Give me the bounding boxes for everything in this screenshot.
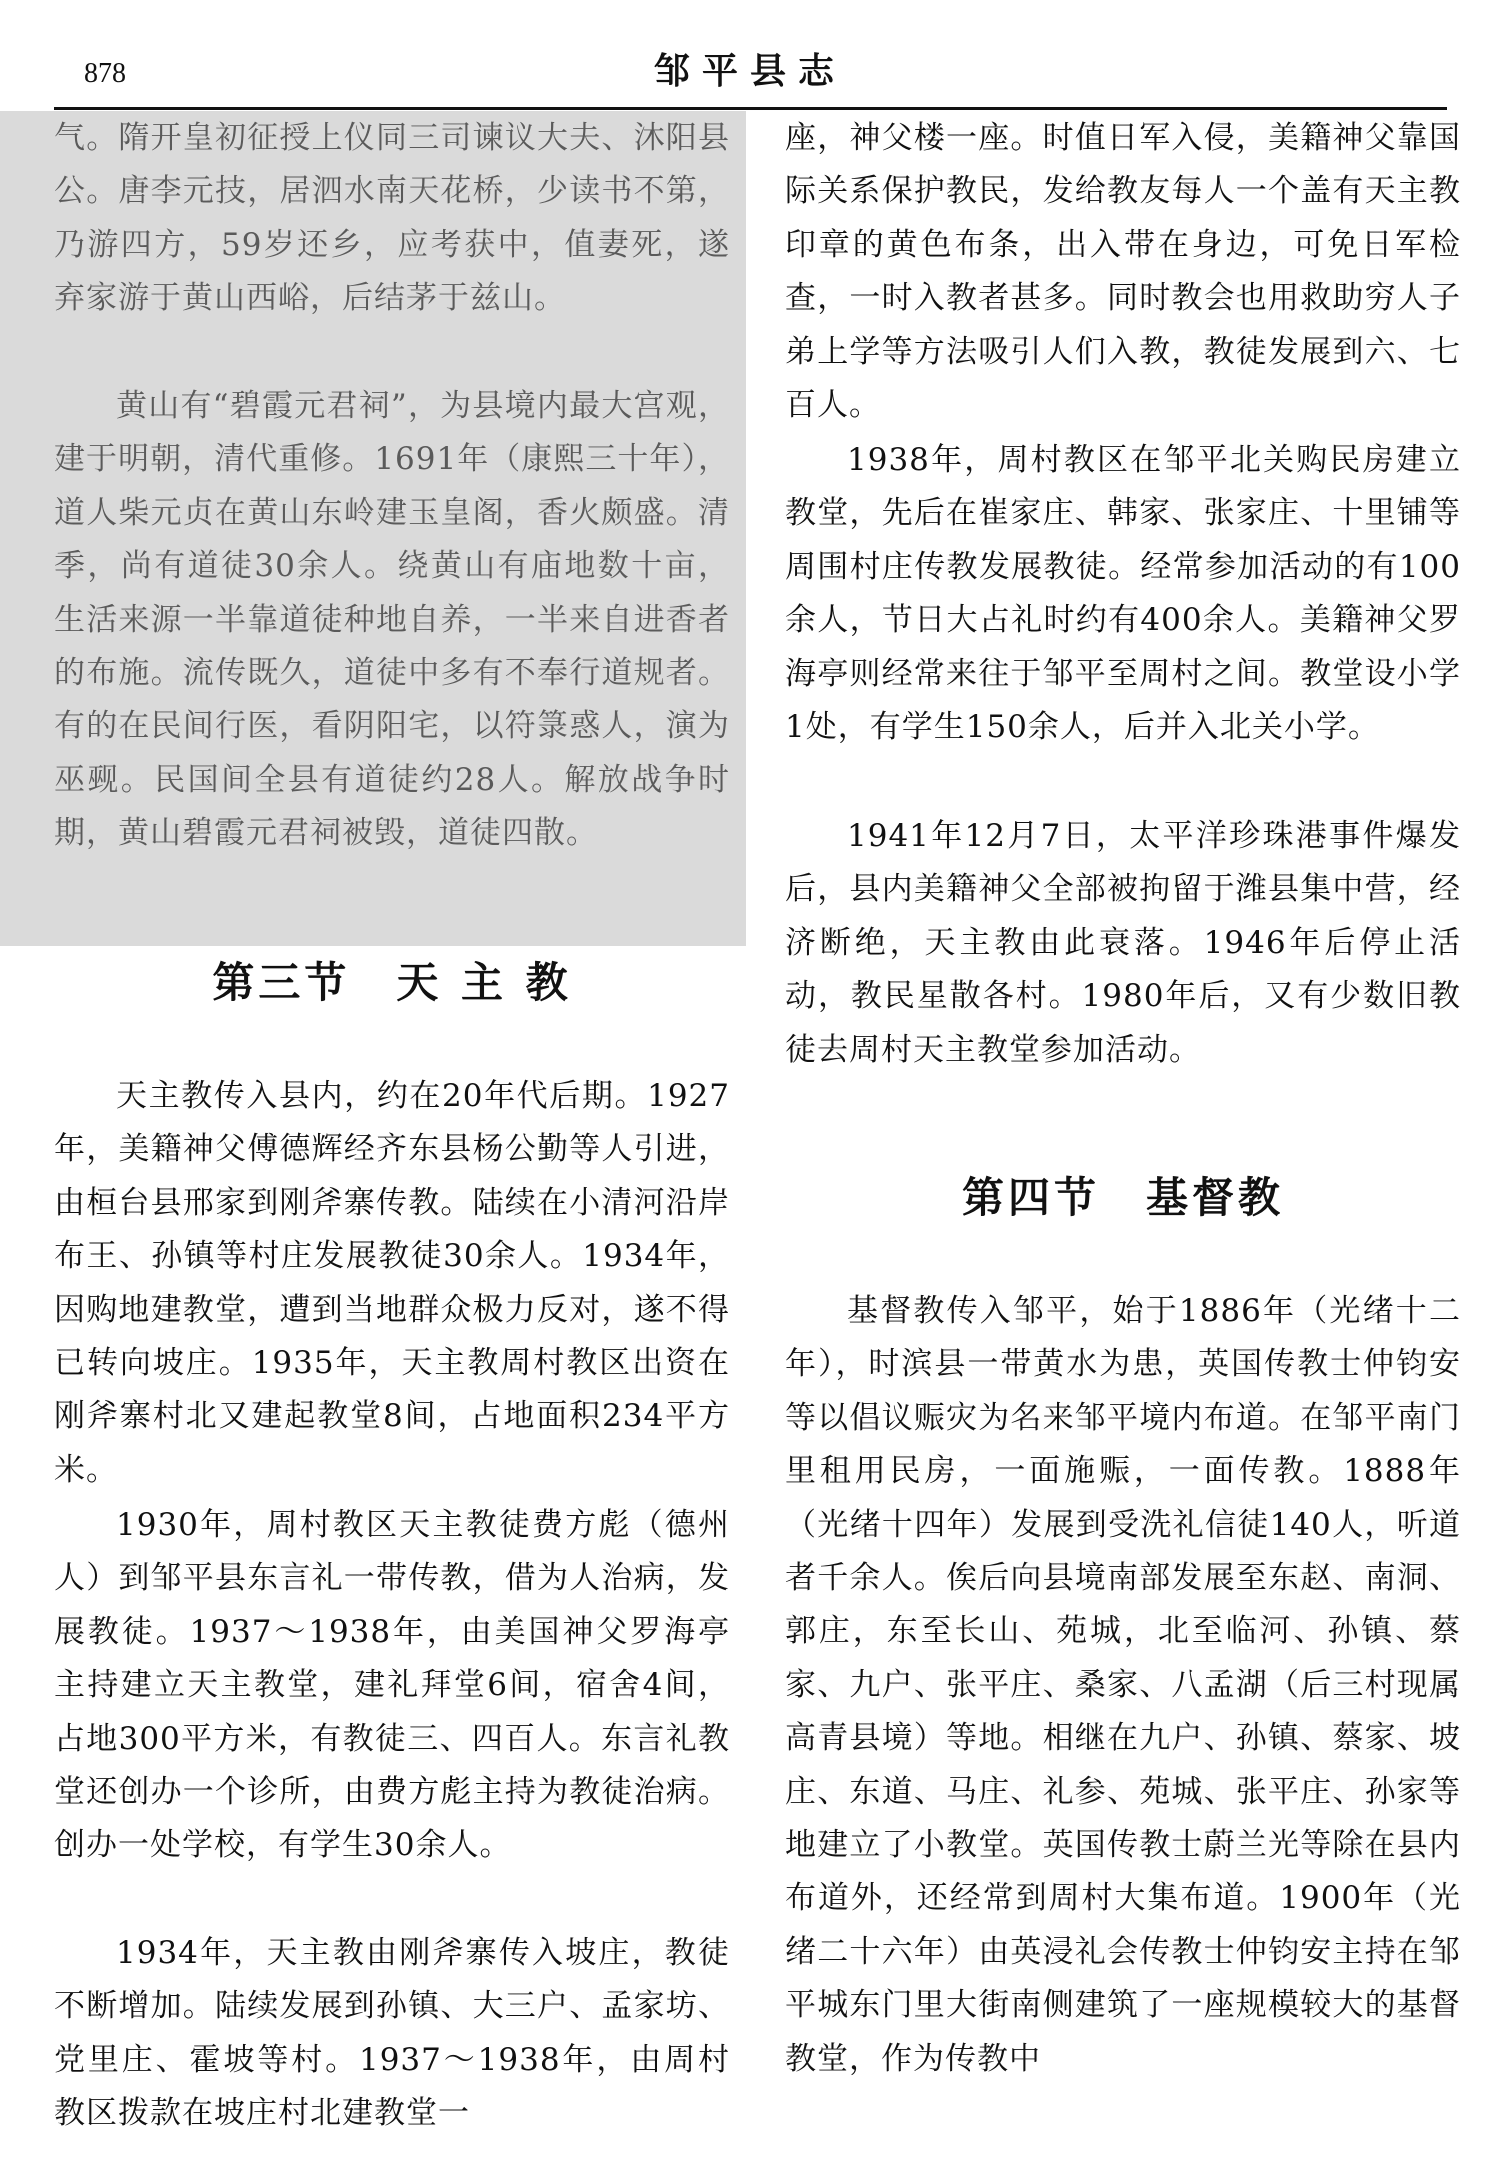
paragraph-zhoucun-1938: 1938年，周村教区在邹平北关购民房建立教堂，先后在崔家庄、韩家、张家庄、十里铺等周围村庄传教发展教徒。经常参加活动的有100余人，节日大占礼时约有400余人。美籍神父罗海亭则经常来往于邹平至周村之间。教堂设小学1处，有学生150余人，后并入北关小学。 <box>785 442 1461 746</box>
paragraph-taoist-continued: 气。隋开皇初征授上仪同三司谏议大夫、沐阳县公。唐李元技，居泗水南天花桥，少读书不第，乃游四方，59岁还乡，应考获中，值妻死，遂弃家游于黄山西峪，后结茅于兹山。 <box>54 120 730 317</box>
paragraph-huangshan-temple: 黄山有“碧霞元君祠”，为县境内最大宫观，建于明朝，清代重修。1691年（康熙三十年），道人柴元贞在黄山东岭建玉皇阁，香火颇盛。清季，尚有道徒30余人。绕黄山有庙地数十亩，生活来源一半靠道徒种地自养，一半来自进香者的布施。流传既久，道徒中多有不奉行道规者。有的在民间行医，看阴阳宅，以符箓惑人，演为巫觋。民国间全县有道徒约28人。解放战争时期，黄山碧霞元君祠被毁，道徒四散。 <box>54 388 730 852</box>
page-number: 878 <box>84 58 126 89</box>
header-rule <box>54 107 1447 110</box>
paragraph-protestant-intro: 基督教传入邹平，始于1886年（光绪十二年），时滨县一带黄水为患，英国传教士仲钧安等以倡议赈灾为名来邹平境内布道。在邹平南门里租用民房，一面施赈，一面传教。1888年（光绪十四年）发展到受洗礼信徒140人，听道者千余人。俟后向县境南部发展至东赵、南洞、郭庄，东至长山、苑城，北至临河、孙镇、蔡家、九户、张平庄、桑家、八孟湖（后三村现属高青县境）等地。相继在九户、孙镇、蔡家、坡庄、东道、马庄、礼参、苑城、张平庄、孙家等地建立了小教堂。英国传教士蔚兰光等除在县内布道外，还经常到周村大集布道。1900年（光绪二十六年）由英浸礼会传教士仲钧安主持在邹平城东门里大街南侧建筑了一座规模较大的基督教堂，作为传教中 <box>785 1293 1461 2077</box>
section-heading-protestantism: 第四节 基督教 <box>961 1173 1284 1222</box>
section-heading-catholicism: 第三节 天 主 教 <box>212 958 572 1007</box>
paragraph-catholic-pozhuang: 1934年，天主教由刚斧寨传入坡庄，教徒不断增加。陆续发展到孙镇、大三户、孟家坊、党里庄、霍坡等村。1937～1938年，由周村教区拨款在坡庄村北建教堂一 <box>54 1935 730 2132</box>
paragraph-pearl-harbor-1941: 1941年12月7日，太平洋珍珠港事件爆发后，县内美籍神父全部被拘留于潍县集中营，经济断绝，天主教由此衰落。1946年后停止活动，教民星散各村。1980年后，又有少数旧教徒去周村天主教堂参加活动。 <box>785 818 1461 1068</box>
paragraph-catholic-intro: 天主教传入县内，约在20年代后期。1927年，美籍神父傅德辉经齐东县杨公勤等人引进，由桓台县邢家到刚斧寨传教。陆续在小清河沿岸布王、孙镇等村庄发展教徒30余人。1934年，因购地建教堂，遭到当地群众极力反对，遂不得已转向坡庄。1935年，天主教周村教区出资在刚斧寨村北又建起教堂8间，占地面积234平方米。 <box>54 1078 731 1488</box>
paragraph-catholic-dongyanli: 1930年，周村教区天主教徒费方彪（德州人）到邹平县东言礼一带传教，借为人治病，发展教徒。1937～1938年，由美国神父罗海亭主持建立天主教堂，建礼拜堂6间，宿舍4间，占地300平方米，有教徒三、四百人。东言礼教堂还创办一个诊所，由费方彪主持为教徒治病。创办一处学校，有学生30余人。 <box>54 1507 730 1864</box>
page-header <box>0 0 1500 112</box>
paragraph-catholic-continued: 座，神父楼一座。时值日军入侵，美籍神父靠国际关系保护教民，发给教友每人一个盖有天主教印章的黄色布条，出入带在身边，可免日军检查，一时入教者甚多。同时教会也用救助穷人子弟上学等方法吸引人们入教，教徒发展到六、七百人。 <box>785 120 1461 424</box>
running-title: 邹平县志 <box>653 51 846 92</box>
